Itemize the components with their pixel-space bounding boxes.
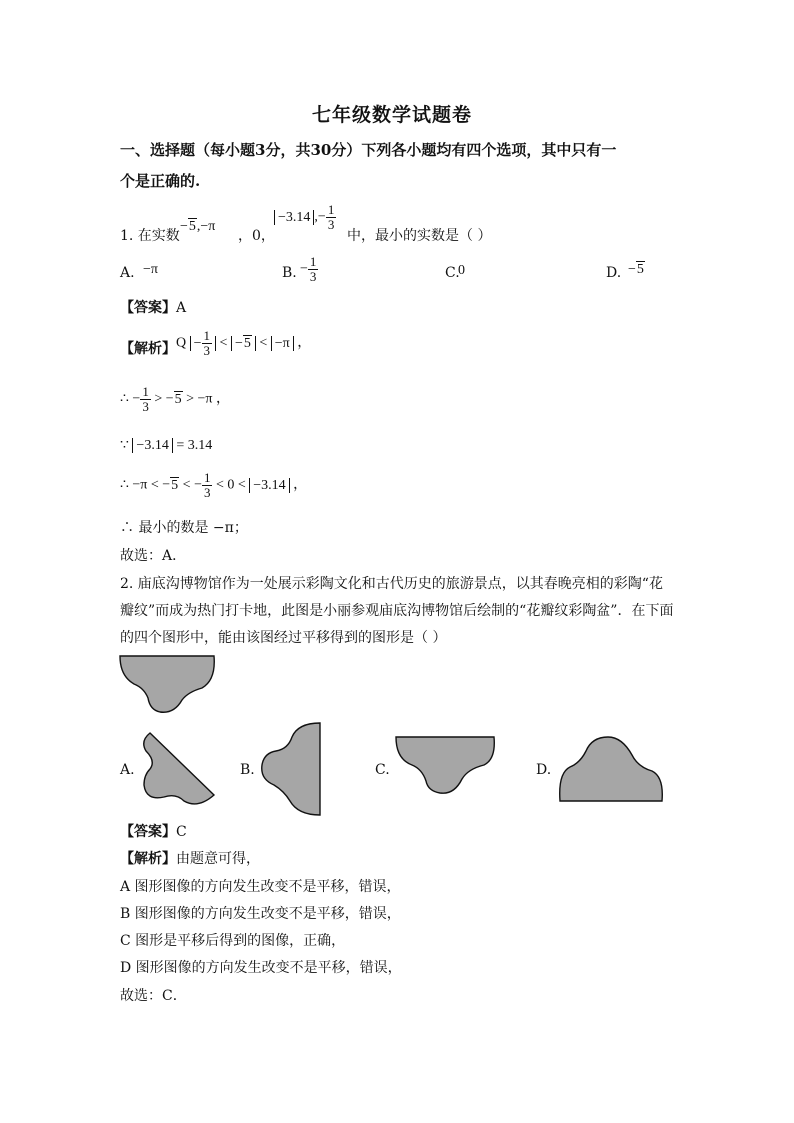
q1-suffix: 中，最小的实数是（ ） <box>347 228 492 244</box>
q2-analysis <box>120 849 260 869</box>
petal-bowl-figure <box>118 654 218 716</box>
q1-option-d-label: D. <box>606 265 622 281</box>
q1-analysis-label: 【解析】 <box>120 341 176 357</box>
q2-conclusion: 故选：C． <box>120 988 187 1004</box>
q2-answer <box>120 822 187 842</box>
page-title: 七年级数学试题卷 <box>312 104 473 126</box>
q1-option-d-value: −5 <box>628 262 644 277</box>
section-header-line1: 一、选择题（每小题3分，共30分）下列各小题均有四个选项，其中只有一 <box>120 141 617 159</box>
q1-option-a-value: −π <box>143 262 158 277</box>
q1-prefix: 1. 在实数 <box>120 228 180 244</box>
q1-step-1: Q − $\frac{1}{3}$ < −5 < −π ， <box>176 328 312 358</box>
q1-option-b-value: − $\frac{1}{3}$ <box>300 254 317 284</box>
q2-option-b-label: B. <box>240 762 255 778</box>
answer-value: A <box>176 300 187 316</box>
q1-step-2: ∴ − $\frac{1}{3}$ > −5 > −π ， <box>120 384 230 414</box>
answer-label: 【答案】 <box>120 824 176 840</box>
q2-analysis-line-a: A 图形图像的方向发生改变不是平移，错误， <box>120 879 401 895</box>
q1-option-b-label: B. <box>282 265 297 281</box>
q1-step-3: ∵ −3.14 = 3.14 <box>120 438 213 453</box>
option-c-figure <box>394 735 496 797</box>
option-a-figure <box>138 731 220 807</box>
q1-mid: ，0， <box>238 228 275 244</box>
q2-analysis-line-d: D 图形图像的方向发生改变不是平移，错误， <box>120 960 402 976</box>
q2-stem-line1: 2. 庙底沟博物馆作为一处展示彩陶文化和古代历史的旅游景点，以其春晚亮相的彩陶“花 <box>120 576 663 592</box>
q2-analysis-line-c: C 图形是平移后得到的图像，正确， <box>120 933 346 949</box>
q1-option-a-label: A. <box>120 265 135 281</box>
q1-step-5: ∴ 最小的数是 −π； <box>120 520 248 536</box>
option-d-figure <box>556 733 666 803</box>
q2-stem-line3: 的四个图形中，能由该图经过平移得到的图形是（ ） <box>120 630 447 646</box>
option-b-figure <box>258 721 324 817</box>
q1-step-4: ∴ −π < −5 < − $\frac{1}{3}$ < 0 < −3.14 ， <box>120 470 308 500</box>
section-header-line2: 个是正确的. <box>120 172 201 190</box>
q1-option-c-label: C. <box>445 265 460 281</box>
q1-option-c-value: 0 <box>458 263 465 278</box>
q2-option-a-label: A. <box>120 762 135 778</box>
q2-option-d-label: D. <box>536 762 552 778</box>
q1-answer <box>120 298 186 318</box>
q2-stem-line2: 瓣纹”而成为热门打卡地，此图是小丽参观庙底沟博物馆后绘制的“花瓣纹彩陶盆”．在下面 <box>120 603 674 619</box>
analysis-intro: 由题意可得， <box>176 851 260 867</box>
answer-label: 【答案】 <box>120 300 176 316</box>
q1-math-1: −5,−π <box>180 219 216 234</box>
q1-math-2: −3.14 ,− $\frac{1}{3}$ <box>274 203 336 232</box>
analysis-label: 【解析】 <box>120 851 176 867</box>
q2-analysis-line-b: B 图形图像的方向发生改变不是平移，错误， <box>120 906 401 922</box>
q2-option-c-label: C. <box>375 762 390 778</box>
answer-value: C <box>176 824 187 840</box>
q1-conclusion: 故选：A． <box>120 548 187 564</box>
